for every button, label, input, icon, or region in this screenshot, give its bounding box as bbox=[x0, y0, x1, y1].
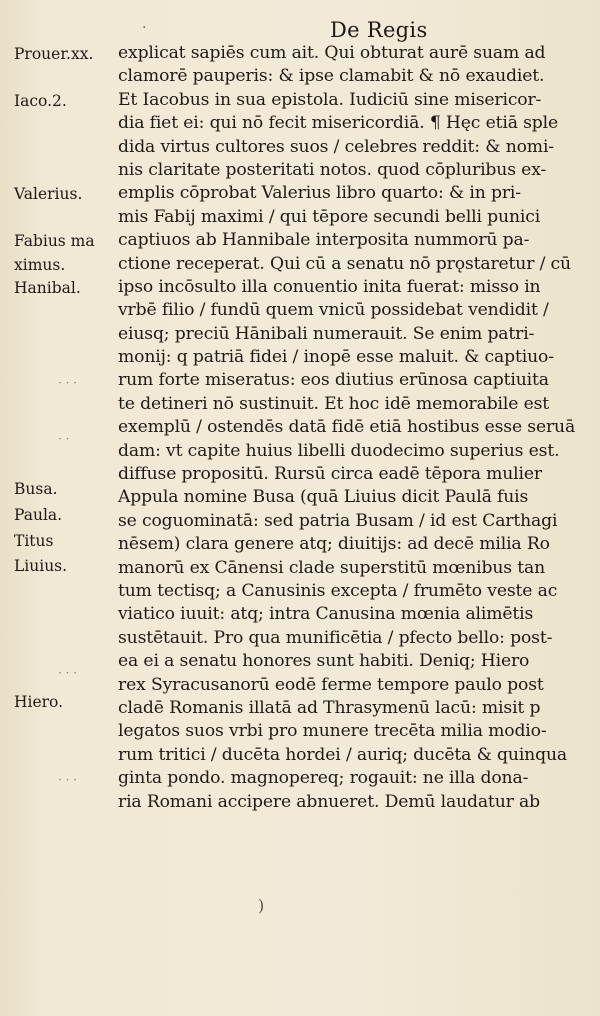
text-line: explicat sapiēs cum ait. Qui obturat aurē suam ad bbox=[118, 43, 546, 63]
text-line: ctione receperat. Qui cū a senatu nō prǫstaretur / cū bbox=[118, 253, 571, 274]
main-text-block bbox=[118, 42, 580, 814]
text-line: se coguominatā: sed patria Busam / id est Carthagi bbox=[118, 510, 558, 531]
stray-mark: · · · bbox=[58, 665, 78, 680]
margin-note: Fabius ma bbox=[14, 232, 95, 251]
text-line: nēsem) clara genere atq; diuitijs: ad decē milia Ro bbox=[118, 534, 550, 555]
margin-note: Valerius. bbox=[14, 185, 83, 204]
text-line: mis Fabij maximi / qui tēpore secundi belli punici bbox=[118, 206, 541, 227]
stray-mark: · · · bbox=[58, 375, 78, 390]
text-line: ea ei a senatu honores sunt habiti. Deniq; Hiero bbox=[118, 651, 530, 672]
text-line: eiusq; preciū Hānibali numerauit. Se enim patri- bbox=[118, 323, 535, 344]
bottom-mark: ) bbox=[258, 896, 265, 915]
text-line: exemplū / ostendēs datā fidē etiā hostibus esse seruā bbox=[118, 417, 576, 438]
margin-note: ximus. bbox=[14, 255, 66, 274]
text-line: ginta pondo. magnopereq; rogauit: ne illa dona- bbox=[118, 768, 529, 789]
text-line: sustētauit. Pro qua munificētia / pfecto bello: post- bbox=[118, 627, 553, 648]
text-line: rum forte miseratus: eos diutius erūnosa captiuita bbox=[118, 370, 549, 391]
text-line: rex Syracusanorū eodē ferme tempore paulo post bbox=[118, 674, 544, 695]
text-line: emplis cōprobat Valerius libro quarto: & in pri- bbox=[118, 183, 521, 204]
margin-note: Iaco.2. bbox=[14, 91, 67, 110]
text-line: viatico iuuit: atq; intra Canusina mœnia alimētis bbox=[118, 604, 534, 625]
text-line: cladē Romanis illatā ad Thrasymenū lacū: misit p bbox=[118, 697, 541, 718]
text-line: dida virtus cultores suos / celebres reddit: & nomi- bbox=[118, 136, 554, 157]
text-line: dia fiet ei: qui nō fecit misericordiā. ¶ Hęc etiā sple bbox=[118, 113, 559, 134]
text-line: clamorē pauperis: & ipse clamabit & nō exaudiet. bbox=[118, 66, 545, 87]
margin-note: Busa. bbox=[14, 480, 58, 499]
text-line: Et Iacobus in sua epistola. Iudiciū sine misericor- bbox=[118, 89, 542, 110]
text-line: manorū ex Cānensi clade superstitū mœnibus tan bbox=[118, 557, 546, 578]
text-line: Appula nomine Busa (quā Liuius dicit Paulā fuis bbox=[118, 487, 529, 508]
margin-note: Paula. bbox=[14, 505, 63, 524]
margin-note: Titus bbox=[14, 531, 54, 550]
text-line: tum tectisq; a Canusinis excepta / frumēto veste ac bbox=[118, 580, 558, 601]
text-line: monij: q patriā fidei / inopē esse maluit. & captiuo- bbox=[118, 347, 554, 368]
margin-note: Hiero. bbox=[14, 693, 64, 712]
text-line: vrbē filio / fundū quem vnicū possidebat vendidit / bbox=[118, 300, 549, 321]
text-line: captiuos ab Hannibale interposita nummorū pa- bbox=[118, 230, 530, 251]
text-line: ria Romani accipere abnueret. Demū laudatur ab bbox=[118, 791, 540, 812]
margin-note: Prouer.xx. bbox=[14, 45, 94, 63]
text-line: legatos suos vrbi pro munere trecēta milia modio- bbox=[118, 721, 547, 742]
text-line: nis claritate posteritati notos. quod cōpluribus ex- bbox=[118, 159, 547, 180]
text-line: dam: vt capite huius libelli duodecimo superius est. bbox=[118, 440, 560, 461]
margin-note: Liuius. bbox=[14, 557, 68, 576]
margin-note: Hanibal. bbox=[14, 279, 81, 297]
text-line: ipso incōsulto illa conuentio inita fuerat: misso in bbox=[118, 276, 541, 297]
text-line: diffuse propositū. Rursū circa eadē tēpora mulier bbox=[118, 464, 542, 485]
stray-mark: · · · bbox=[58, 773, 78, 788]
text-line: rum tritici / ducēta hordei / auriq; ducēta & quinqua bbox=[118, 744, 567, 765]
header-mark: · bbox=[142, 20, 147, 36]
stray-mark: · · bbox=[58, 431, 70, 446]
text-line: te detineri nō sustinuit. Et hoc idē memorabile est bbox=[118, 393, 550, 414]
running-header: De Regis bbox=[330, 18, 428, 42]
